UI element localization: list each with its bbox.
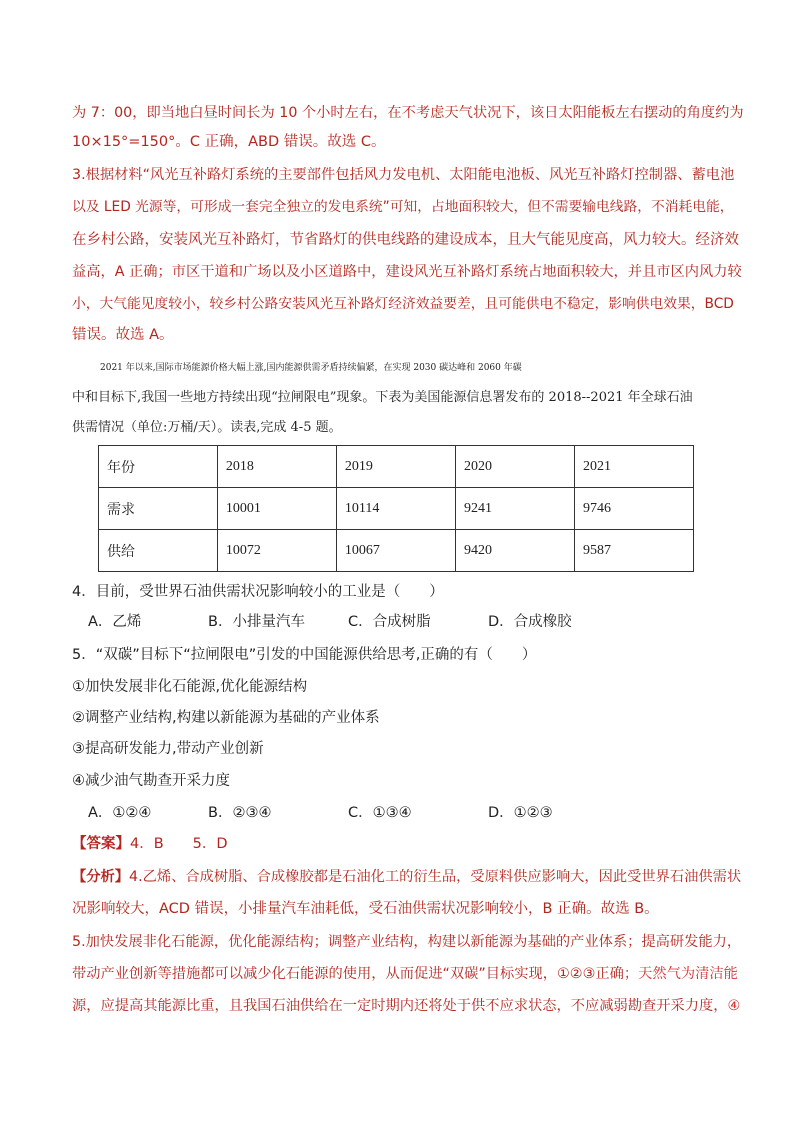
answer-tag: 【答案】 [72,836,130,852]
analysis-45-line-4 [72,962,738,986]
oil-supply-demand-table [98,445,694,572]
analysis-top-line-1: 为 7：00，即当地白昼时间长为 10 个小时左右，在不考虑天气状况下，该日太阳能板左右摆动的角度约为 [72,105,744,121]
question-4-option-a: A．乙烯 [88,614,142,630]
question-5-item-3: ③提高研发能力,带动产业创新 [72,741,264,757]
answer-line [72,832,732,856]
analysis-q3-line-5: 小，大气能见度较小，较乡村公路安装风光互补路灯经济效益要差，且可能供电不稳定，影响供电效果，BCD [72,296,734,312]
question-4-stem: 4．目前，受世界石油供需状况影响较小的工业是（ ） [72,584,444,600]
analysis-45-line-5 [72,994,741,1018]
table-cell: 供给 [99,530,218,572]
question-4-option-b: B．小排量汽车 [208,614,305,630]
analysis-45-text-5b: ④ [727,998,741,1014]
answer-text: 4．B 5．D [130,836,228,852]
table-cell: 9746 [574,488,693,530]
analysis-45-text-1: 4.乙烯、合成树脂、合成橡胶都是石油化工的衍生品，受原料供应影响大，因此受世界石油供需状 [129,869,742,885]
analysis-45-text-5a: 源，应提高其能源比重，且我国石油供给在一定时期内还将处于供不应求状态，不应减弱勘查开采力度， [72,998,728,1014]
analysis-45-line-1 [72,865,742,889]
analysis-45-line-2: 况影响较大，ACD 错误，小排量汽车油耗低，受石油供需状况影响较小，B 正确。故选 B。 [72,901,659,917]
material-line-2: 中和目标下,我国一些地方持续出现“拉闸限电”现象。下表为美国能源信息署发布的 2018--2021 年全球石油 [72,390,693,405]
question-4-option-d: D．合成橡胶 [488,614,572,630]
table-cell: 10072 [217,530,336,572]
analysis-45-text-4b: ；天然气为清洁能 [623,966,738,982]
material-line-3: 供需情况（单位:万桶/天）。读表,完成 4-5 题。 [72,420,342,435]
analysis-q3-line-1: 3.根据材料“风光互补路灯系统的主要部件包括风力发电机、太阳能电池板、风光互补路灯控制器、蓄电池 [72,167,735,183]
table-cell: 2019 [336,446,455,488]
analysis-45-line-3: 5.加快发展非化石能源，优化能源结构；调整产业结构，构建以新能源为基础的产业体系；提高研发能力， [72,934,742,950]
table-cell: 9241 [455,488,574,530]
question-5-item-2: ②调整产业结构,构建以新能源为基础的产业体系 [72,710,380,726]
question-5-stem: 5．“双碳”目标下“拉闸限电”引发的中国能源供给思考,正确的有（ ） [72,647,537,663]
table-cell: 10114 [336,488,455,530]
question-5-item-1: ①加快发展非化石能源,优化能源结构 [72,679,308,695]
table-cell: 2020 [455,446,574,488]
analysis-q3-line-2: 以及 LED 光源等，可形成一套完全独立的发电系统”可知，占地面积较大，但不需要输电线路，不消耗电能， [72,199,734,215]
question-5-item-4: ④减少油气勘查开采力度 [72,773,230,789]
question-5-option-d: D．①②③ [488,805,553,821]
analysis-q3-line-3: 在乡村公路，安装风光互补路灯，节省路灯的供电线路的建设成本，且大气能见度高，风力较大。经济效 [72,232,739,248]
question-5-option-b: B．②③④ [208,805,272,821]
table-cell: 2018 [217,446,336,488]
question-4-option-c: C．合成树脂 [348,614,431,630]
table-row [99,530,694,572]
analysis-tag: 【分析】 [72,869,130,885]
analysis-q3-line-6: 错误。故选 A。 [72,327,174,343]
question-5-option-c: C．①③④ [348,805,412,821]
table-header-row [99,446,694,488]
table-cell: 10067 [336,530,455,572]
table-cell: 9420 [455,530,574,572]
table-cell: 9587 [574,530,693,572]
analysis-45-text-4a: 带动产业创新等措施都可以减少化石能源的使用，从而促进“双碳”目标实现，①②③正确 [72,966,624,982]
table-cell: 2021 [574,446,693,488]
table-cell: 年份 [99,446,218,488]
table-row [99,488,694,530]
analysis-q3-line-4: 益高，A 正确；市区干道和广场以及小区道路中，建设风光互补路灯系统占地面积较大，并且市区内风力较 [72,264,742,280]
question-5-option-a: A．①②④ [88,805,152,821]
table-cell: 需求 [99,488,218,530]
analysis-top-line-2: 10×15°=150°。C 正确，ABD 错误。故选 C。 [72,134,386,150]
table-cell: 10001 [217,488,336,530]
material-line-1: 2021 年以来,国际市场能源价格大幅上涨,国内能源供需矛盾持续偏紧，在实现 2030 碳达峰和 2060 年碳 [100,363,522,373]
